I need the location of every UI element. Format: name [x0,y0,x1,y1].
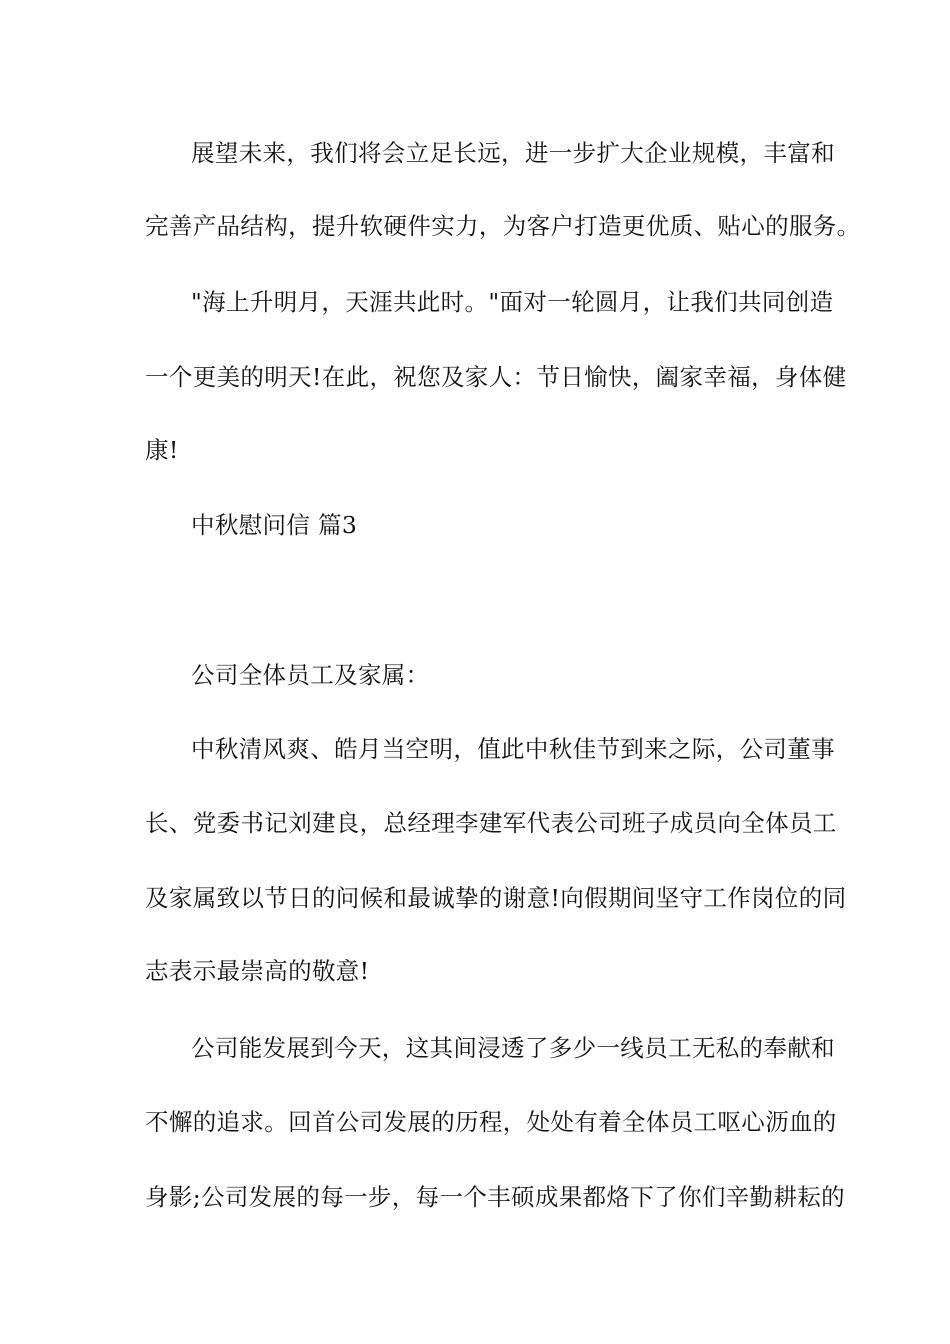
paragraph-line: "海上升明月，天涯共此时。"面对一轮圆月，让我们共同创造 [191,288,834,316]
paragraph-line: 不懈的追求。回首公司发展的历程，处处有着全体员工呕心沥血的 [145,1108,837,1136]
section-heading: 中秋慰问信 篇3 [191,511,358,539]
paragraph-line: 长、党委书记刘建良，总经理李建军代表公司班子成员向全体员工 [145,809,837,837]
paragraph-line: 康! [145,436,179,464]
paragraph-line: 公司能发展到今天，这其间浸透了多少一线员工无私的奉献和 [191,1034,835,1062]
salutation: 公司全体员工及家属： [191,661,430,689]
paragraph-line: 展望未来，我们将会立足长远，进一步扩大企业规模，丰富和 [191,139,835,167]
paragraph-line: 一个更美的明天!在此，祝您及家人：节日愉快，阖家幸福，身体健 [145,363,847,391]
paragraph-line: 志表示最崇高的敬意! [145,957,370,985]
paragraph-line: 完善产品结构，提升软硬件实力，为客户打造更优质、贴心的服务。 [145,212,861,240]
paragraph-line: 及家属致以节日的问候和最诚挚的谢意!向假期间坚守工作岗位的同 [145,884,847,912]
paragraph-line: 身影;公司发展的每一步，每一个丰硕成果都烙下了你们辛勤耕耘的 [145,1183,845,1211]
paragraph-line: 中秋清风爽、皓月当空明，值此中秋佳节到来之际，公司董事 [191,735,835,763]
